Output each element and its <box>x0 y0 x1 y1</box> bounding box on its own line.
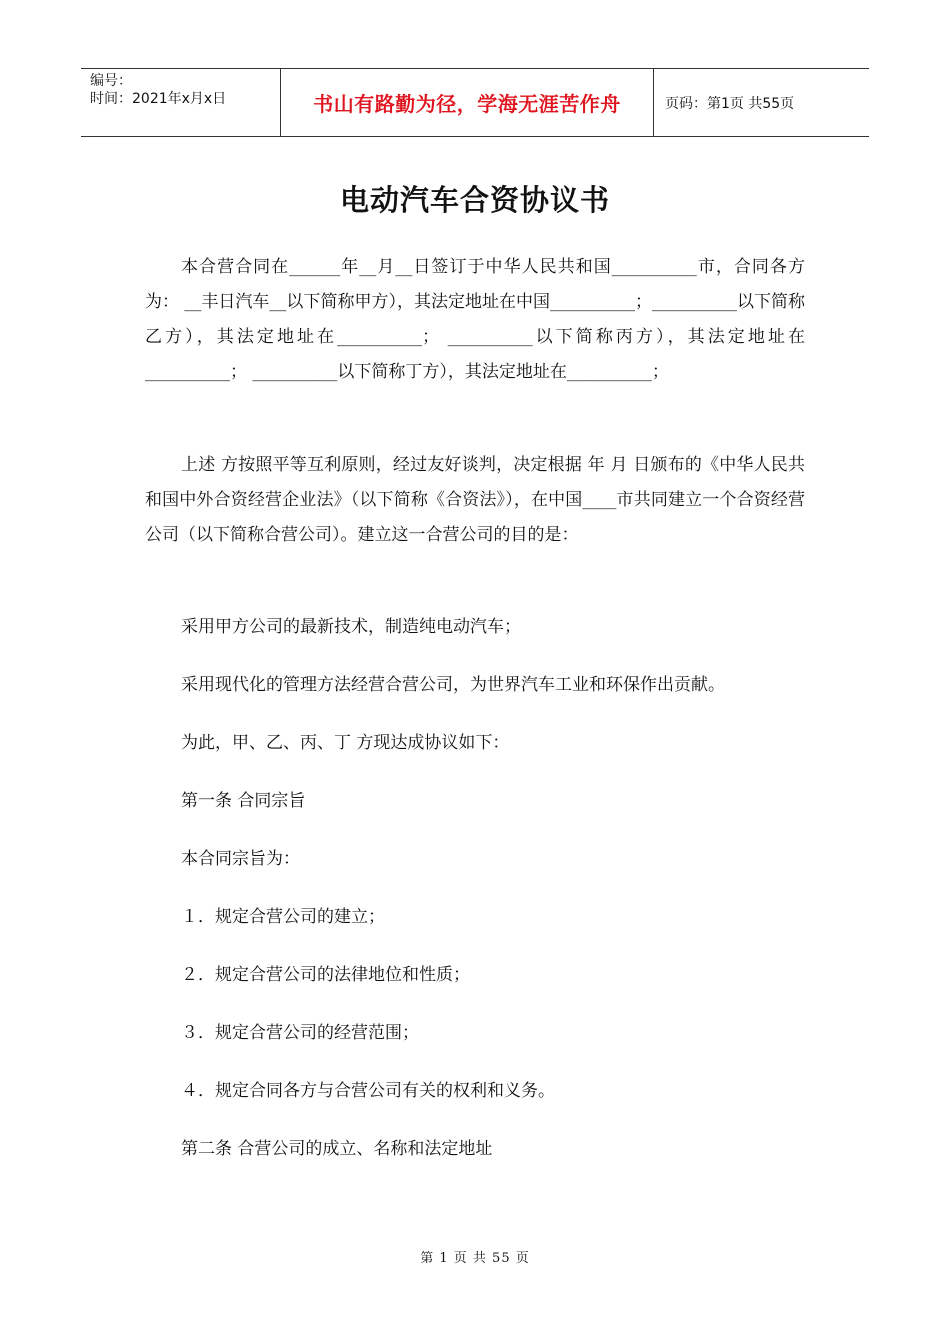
document-title: 电动汽车合资协议书 <box>339 183 610 217</box>
time-label: 时间：2021年x月x日 <box>90 91 227 107</box>
paragraph-parties: 本合营合同在______年__月__日签订于中华人民共和国__________市，合同各方为： __丰日汽车__以下简称甲方），其法定地址在中国__________；__________以下简称乙方），其法定地址在__________； __________以下简称丙方），其法定地址在__________； __________以下简称丁方），其法定地址在__________； <box>145 257 805 382</box>
list-item: 为此，甲、乙、丙、丁 方现达成协议如下： <box>181 733 510 753</box>
list-item: 采用甲方公司的最新技术，制造纯电动汽车； <box>181 617 521 637</box>
header-meta <box>81 69 281 136</box>
page-footer: 第 1 页 共 55 页 <box>420 1251 530 1266</box>
list-item: ２．规定合营公司的法律地位和性质； <box>181 965 470 985</box>
number-label: 编号： <box>90 73 132 89</box>
article-heading: 第一条 合同宗旨 <box>181 791 306 811</box>
header-motto: 书山有路勤为径，学海无涯苦作舟 <box>281 69 654 136</box>
list-item: １．规定合营公司的建立； <box>181 907 385 927</box>
list-item: 本合同宗旨为： <box>181 849 300 869</box>
article-heading: 第二条 合营公司的成立、名称和法定地址 <box>181 1139 493 1159</box>
list-item: 采用现代化的管理方法经营合营公司，为世界汽车工业和环保作出贡献。 <box>181 675 725 695</box>
header-page-info: 页码：第1页 共55页 <box>665 95 795 112</box>
document-header <box>81 68 869 137</box>
list-item: ４．规定合同各方与合营公司有关的权利和义务。 <box>181 1081 555 1101</box>
paragraph-purpose: 上述 方按照平等互利原则，经过友好谈判，决定根据 年 月 日颁布的《中华人民共和国中外合资经营企业法》（以下简称《合资法》），在中国____市共同建立一个合资经营公司（以下简称合营公司）。建立这一合营公司的目的是： <box>145 455 805 545</box>
list-item: ３．规定合营公司的经营范围； <box>181 1023 419 1043</box>
